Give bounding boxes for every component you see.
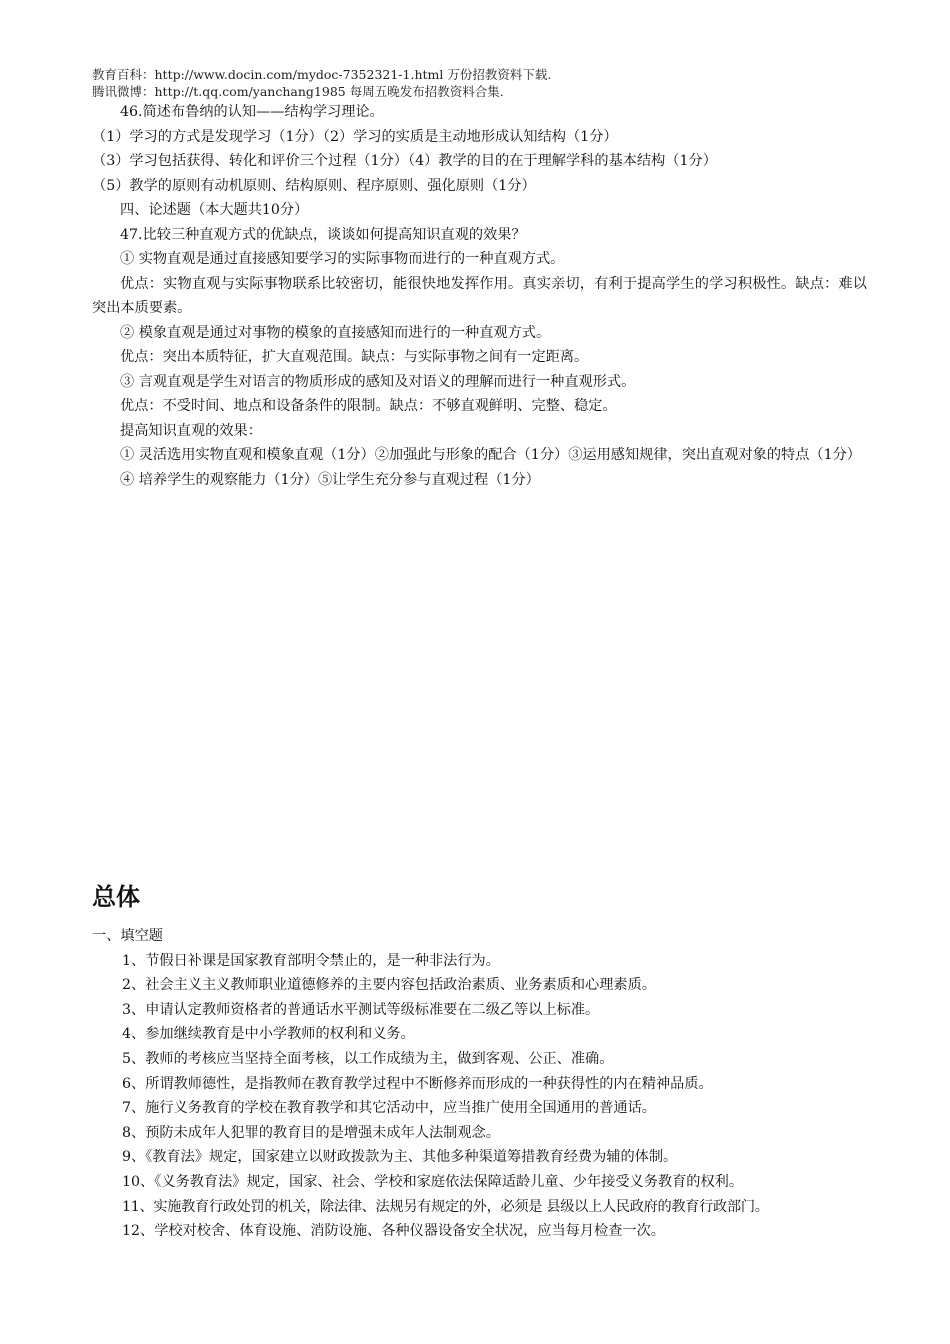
question-47-paragraph-8: ① 灵活选用实物直观和模象直观（1分）②加强此与形象的配合（1分）③运用感知规律，突出直观对象的特点（1分） bbox=[120, 447, 861, 463]
page-header bbox=[92, 66, 551, 100]
list-item: 4、参加继续教育是中小学教师的权利和义务。 bbox=[122, 1026, 415, 1043]
list-item: 5、教师的考核应当坚持全面考核，以工作成绩为主，做到客观、公正、准确。 bbox=[122, 1050, 614, 1067]
list-item: 1、节假日补课是国家教育部明令禁止的，是一种非法行为。 bbox=[122, 952, 500, 969]
question-47-title: 47.比较三种直观方式的优缺点，谈谈如何提高知识直观的效果？ bbox=[120, 226, 526, 243]
list-item: 6、所谓教师德性，是指教师在教育教学过程中不断修养而形成的一种获得性的内在精神品质。 bbox=[122, 1075, 713, 1092]
question-47-paragraph-1: ① 实物直观是通过直接感知要学习的实际事物而进行的一种直观方式。 bbox=[120, 251, 565, 267]
header-docin-line: 教育百科：http://www.docin.com/mydoc-7352321-1.html 万份招教资料下载. bbox=[92, 67, 552, 82]
question-46-line-3: （5）教学的原则有动机原则、结构原则、程序原则、强化原则（1分） bbox=[92, 177, 536, 194]
list-item: 9、《教育法》规定，国家建立以财政拨款为主、其他多种渠道筹措教育经费为辅的体制。 bbox=[122, 1149, 678, 1166]
question-47-paragraph-2: 优点：实物直观与实际事物联系比较密切，能很快地发挥作用。真实亲切，有利于提高学生的学习积极性。缺点：难以突出本质要素。 bbox=[92, 275, 867, 316]
question-46-line-1: （1）学习的方式是发现学习（1分）（2）学习的实质是主动地形成认知结构（1分） bbox=[92, 128, 618, 145]
question-46-line-2: （3）学习包括获得、转化和评价三个过程（1分）（4）教学的目的在于理解学科的基本结构（1分） bbox=[92, 153, 717, 169]
question-46-title: 46.简述布鲁纳的认知——结构学习理论。 bbox=[120, 104, 384, 120]
question-46-block bbox=[92, 100, 867, 492]
list-item: 3、申请认定教师资格者的普通话水平测试等级标准要在二级乙等以上标准。 bbox=[122, 1001, 600, 1018]
part-2-title: 总体 bbox=[92, 883, 140, 911]
list-item: 7、施行义务教育的学校在教育教学和其它活动中，应当推广使用全国通用的普通话。 bbox=[122, 1100, 656, 1117]
list-item: 12、学校对校舍、体育设施、消防设施、各种仪器设备安全状况，应当每月检查一次。 bbox=[122, 1223, 665, 1240]
section-4-heading: 四、论述题（本大题共10分） bbox=[120, 202, 309, 218]
question-47-paragraph-3: ② 模象直观是通过对事物的模象的直接感知而进行的一种直观方式。 bbox=[120, 324, 551, 341]
question-47-paragraph-9: ④ 培养学生的观察能力（1分）⑤让学生充分参与直观过程（1分） bbox=[120, 471, 540, 488]
question-47-paragraph-4: 优点：突出本质特征，扩大直观范围。缺点：与实际事物之间有一定距离。 bbox=[120, 349, 589, 365]
question-47-paragraph-6: 优点：不受时间、地点和设备条件的限制。缺点：不够直观鲜明、完整、稳定。 bbox=[120, 398, 617, 414]
list-item: 10、《义务教育法》规定，国家、社会、学校和家庭依法保障适龄儿童、少年接受义务教育的权利。 bbox=[122, 1173, 744, 1190]
question-47-paragraph-5: ③ 言观直观是学生对语言的物质形成的感知及对语义的理解而进行一种直观形式。 bbox=[120, 373, 636, 390]
fill-in-blank-section bbox=[92, 924, 882, 1244]
list-item: 11、实施教育行政处罚的机关，除法律、法规另有规定的外，必须是 县级以上人民政府的教育行政部门。 bbox=[122, 1198, 769, 1215]
fill-in-blank-heading: 一、填空题 bbox=[92, 928, 163, 944]
question-47-paragraph-7: 提高知识直观的效果： bbox=[120, 422, 262, 439]
header-weibo-line: 腾讯微博：http://t.qq.com/yanchang1985 每周五晚发布招教资料合集. bbox=[92, 84, 504, 99]
list-item: 2、社会主义主义教师职业道德修养的主要内容包括政治素质、业务素质和心理素质。 bbox=[122, 977, 656, 994]
list-item: 8、预防未成年人犯罪的教育目的是增强未成年人法制观念。 bbox=[122, 1124, 500, 1141]
